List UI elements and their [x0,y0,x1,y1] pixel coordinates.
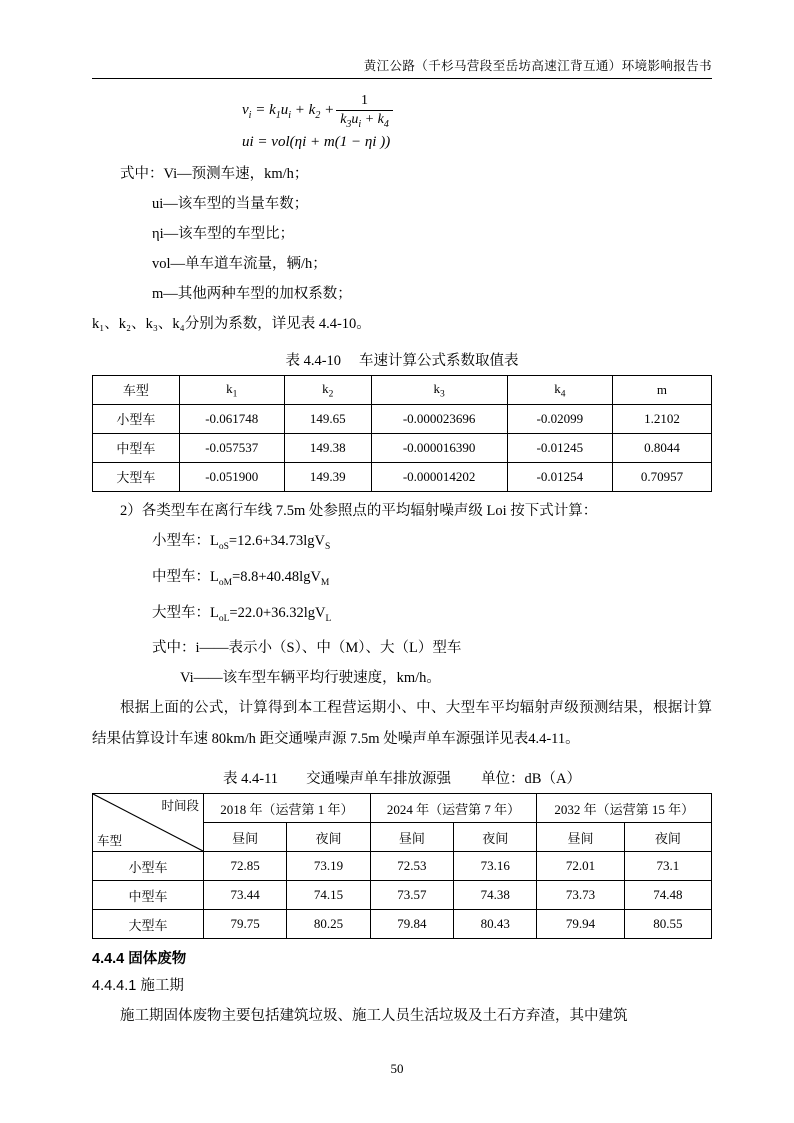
th-k2: $k_2$ [284,375,371,404]
cell: 74.48 [624,881,711,910]
cell: 74.15 [287,881,370,910]
cell: 0.70957 [612,462,711,491]
cell: -0.061748 [179,404,284,433]
formula-note-v: Vi——该车型车辆平均行驶速度，km/h。 [180,670,441,687]
cell: 73.16 [454,852,537,881]
cell: 大型车 [93,462,180,491]
th-day-1: 昼间 [204,823,287,852]
cell: 中型车 [93,881,204,910]
cell: 73.44 [204,881,287,910]
table1-caption-title: 车速计算公式系数取值表 [359,352,519,369]
formula-note-i: 式中：i——表示小（S）、中（M）、大（L）型车 [152,640,462,657]
cell: 小型车 [93,852,204,881]
cell: 中型车 [93,433,180,462]
th-night-2: 夜间 [454,823,537,852]
section-heading-4441: 4.4.4.1 施工期 [92,978,184,995]
cell: 149.39 [284,462,371,491]
table-row [93,881,712,910]
cell: 小型车 [93,404,180,433]
cell: 0.8044 [612,433,711,462]
cell: 149.38 [284,433,371,462]
cell: 79.84 [370,910,453,939]
table2-caption-number: 表 4.4-11 [223,771,279,788]
th-k1: $k_1$ [179,375,284,404]
page-content [92,56,712,1032]
cell: 72.85 [204,852,287,881]
page-number: 50 [390,1061,404,1076]
formula-large-vehicle: 大型车：$L_{oL}=22.0+36.32\lg V_L$ [152,604,332,624]
table-row-header [93,375,712,404]
table-row [93,852,712,881]
cell: 80.25 [287,910,370,939]
table2-caption-unit: 单位：dB（A） [481,771,581,788]
table-row [93,433,712,462]
table-row-header [93,794,712,823]
th-day-3: 昼间 [537,823,624,852]
cell: -0.057537 [179,433,284,462]
cell: 73.57 [370,881,453,910]
table2-caption [92,767,712,788]
cell: -0.000016390 [371,433,507,462]
th-k3: $k_3$ [371,375,507,404]
page-header-title: 黄江公路（千杉马营段至岳坊高速江背互通）环境影响报告书 [363,59,712,73]
cell: -0.051900 [179,462,284,491]
cell: -0.02099 [507,404,612,433]
definition-line-1: 式中：Vi—预测车速，km/h； [120,165,309,182]
cell: -0.01254 [507,462,612,491]
table-row [93,910,712,939]
th-k4: $k_4$ [507,375,612,404]
th-corner-vehicle: 车型 [97,834,123,849]
cell: 72.01 [537,852,624,881]
definition-line-5: m—其他两种车型的加权系数； [152,285,352,302]
cell: -0.01245 [507,433,612,462]
table-traffic-noise-source [92,793,712,939]
cell: 72.53 [370,852,453,881]
cell: 149.65 [284,404,371,433]
formula-line-1: $v_i = k_1u_i + k_2$ + $\frac{1}{k_3u_i + k_4}$ [242,93,712,130]
cell: 大型车 [93,910,204,939]
section-heading-444: 4.4.4 固体废物 [92,951,187,968]
th-year-2032: 2032 年（运营第 15 年） [537,794,712,823]
section2-paragraph: 根据上面的公式，计算得到本工程营运期小、中、大型车平均辐射声级预测结果，根据计算结果估算设计车速 80km/h 距交通噪声源 7.5m 处噪声单车源强详见表4.4-11。 [92,700,712,748]
header-divider [92,78,712,79]
section2-intro: 2）各类型车在离行车线 7.5m 处参照点的平均辐射噪声级 Loi 按下式计算： [120,502,598,519]
table1-caption [92,349,712,370]
th-m: m [612,375,711,404]
table-row [93,404,712,433]
cell: 79.94 [537,910,624,939]
cell: 73.73 [537,881,624,910]
table1-caption-number: 表 4.4-10 [285,352,342,369]
definition-line-3: ηi—该车型的车型比； [152,225,295,242]
cell: -0.000014202 [371,462,507,491]
definition-line-2: ui—该车型的当量车数； [152,195,309,212]
fraction: $\frac{1}{k_3u_i + k_4}$ [336,93,393,130]
formula-medium-vehicle: 中型车：$L_{oM}=8.8+40.48\lg V_M$ [152,568,330,588]
cell: 73.19 [287,852,370,881]
th-corner-split [93,794,204,852]
th-corner-time: 时间段 [161,799,199,814]
th-year-2024: 2024 年（运营第 7 年） [370,794,537,823]
cell: 73.1 [624,852,711,881]
coefficient-note: k₁、k₂、k₃、k₄分别为系数，详见表 4.4-10。 [92,315,371,332]
th-year-2018: 2018 年（运营第 1 年） [204,794,371,823]
formula-block [92,93,712,151]
th-vehicle-type: 车型 [93,375,180,404]
th-day-2: 昼间 [370,823,453,852]
cell: 80.55 [624,910,711,939]
cell: 74.38 [454,881,537,910]
table2-caption-title: 交通噪声单车排放源强 [306,771,452,788]
definition-line-4: vol—单车道车流量，辆/h； [152,255,327,272]
section-body-paragraph: 施工期固体废物主要包括建筑垃圾、施工人员生活垃圾及土石方弃渣，其中建筑 [120,1008,628,1025]
cell: 1.2102 [612,404,711,433]
th-night-1: 夜间 [287,823,370,852]
cell: -0.000023696 [371,404,507,433]
cell: 79.75 [204,910,287,939]
table-row [93,462,712,491]
cell: 80.43 [454,910,537,939]
th-night-3: 夜间 [624,823,711,852]
formula-small-vehicle: 小型车：$L_{oS}=12.6+34.73\lg V_S$ [152,532,331,552]
table-speed-coefficients [92,375,712,492]
formula-line-2: ui = vol(ηi + m(1 − ηi )) [242,133,391,150]
